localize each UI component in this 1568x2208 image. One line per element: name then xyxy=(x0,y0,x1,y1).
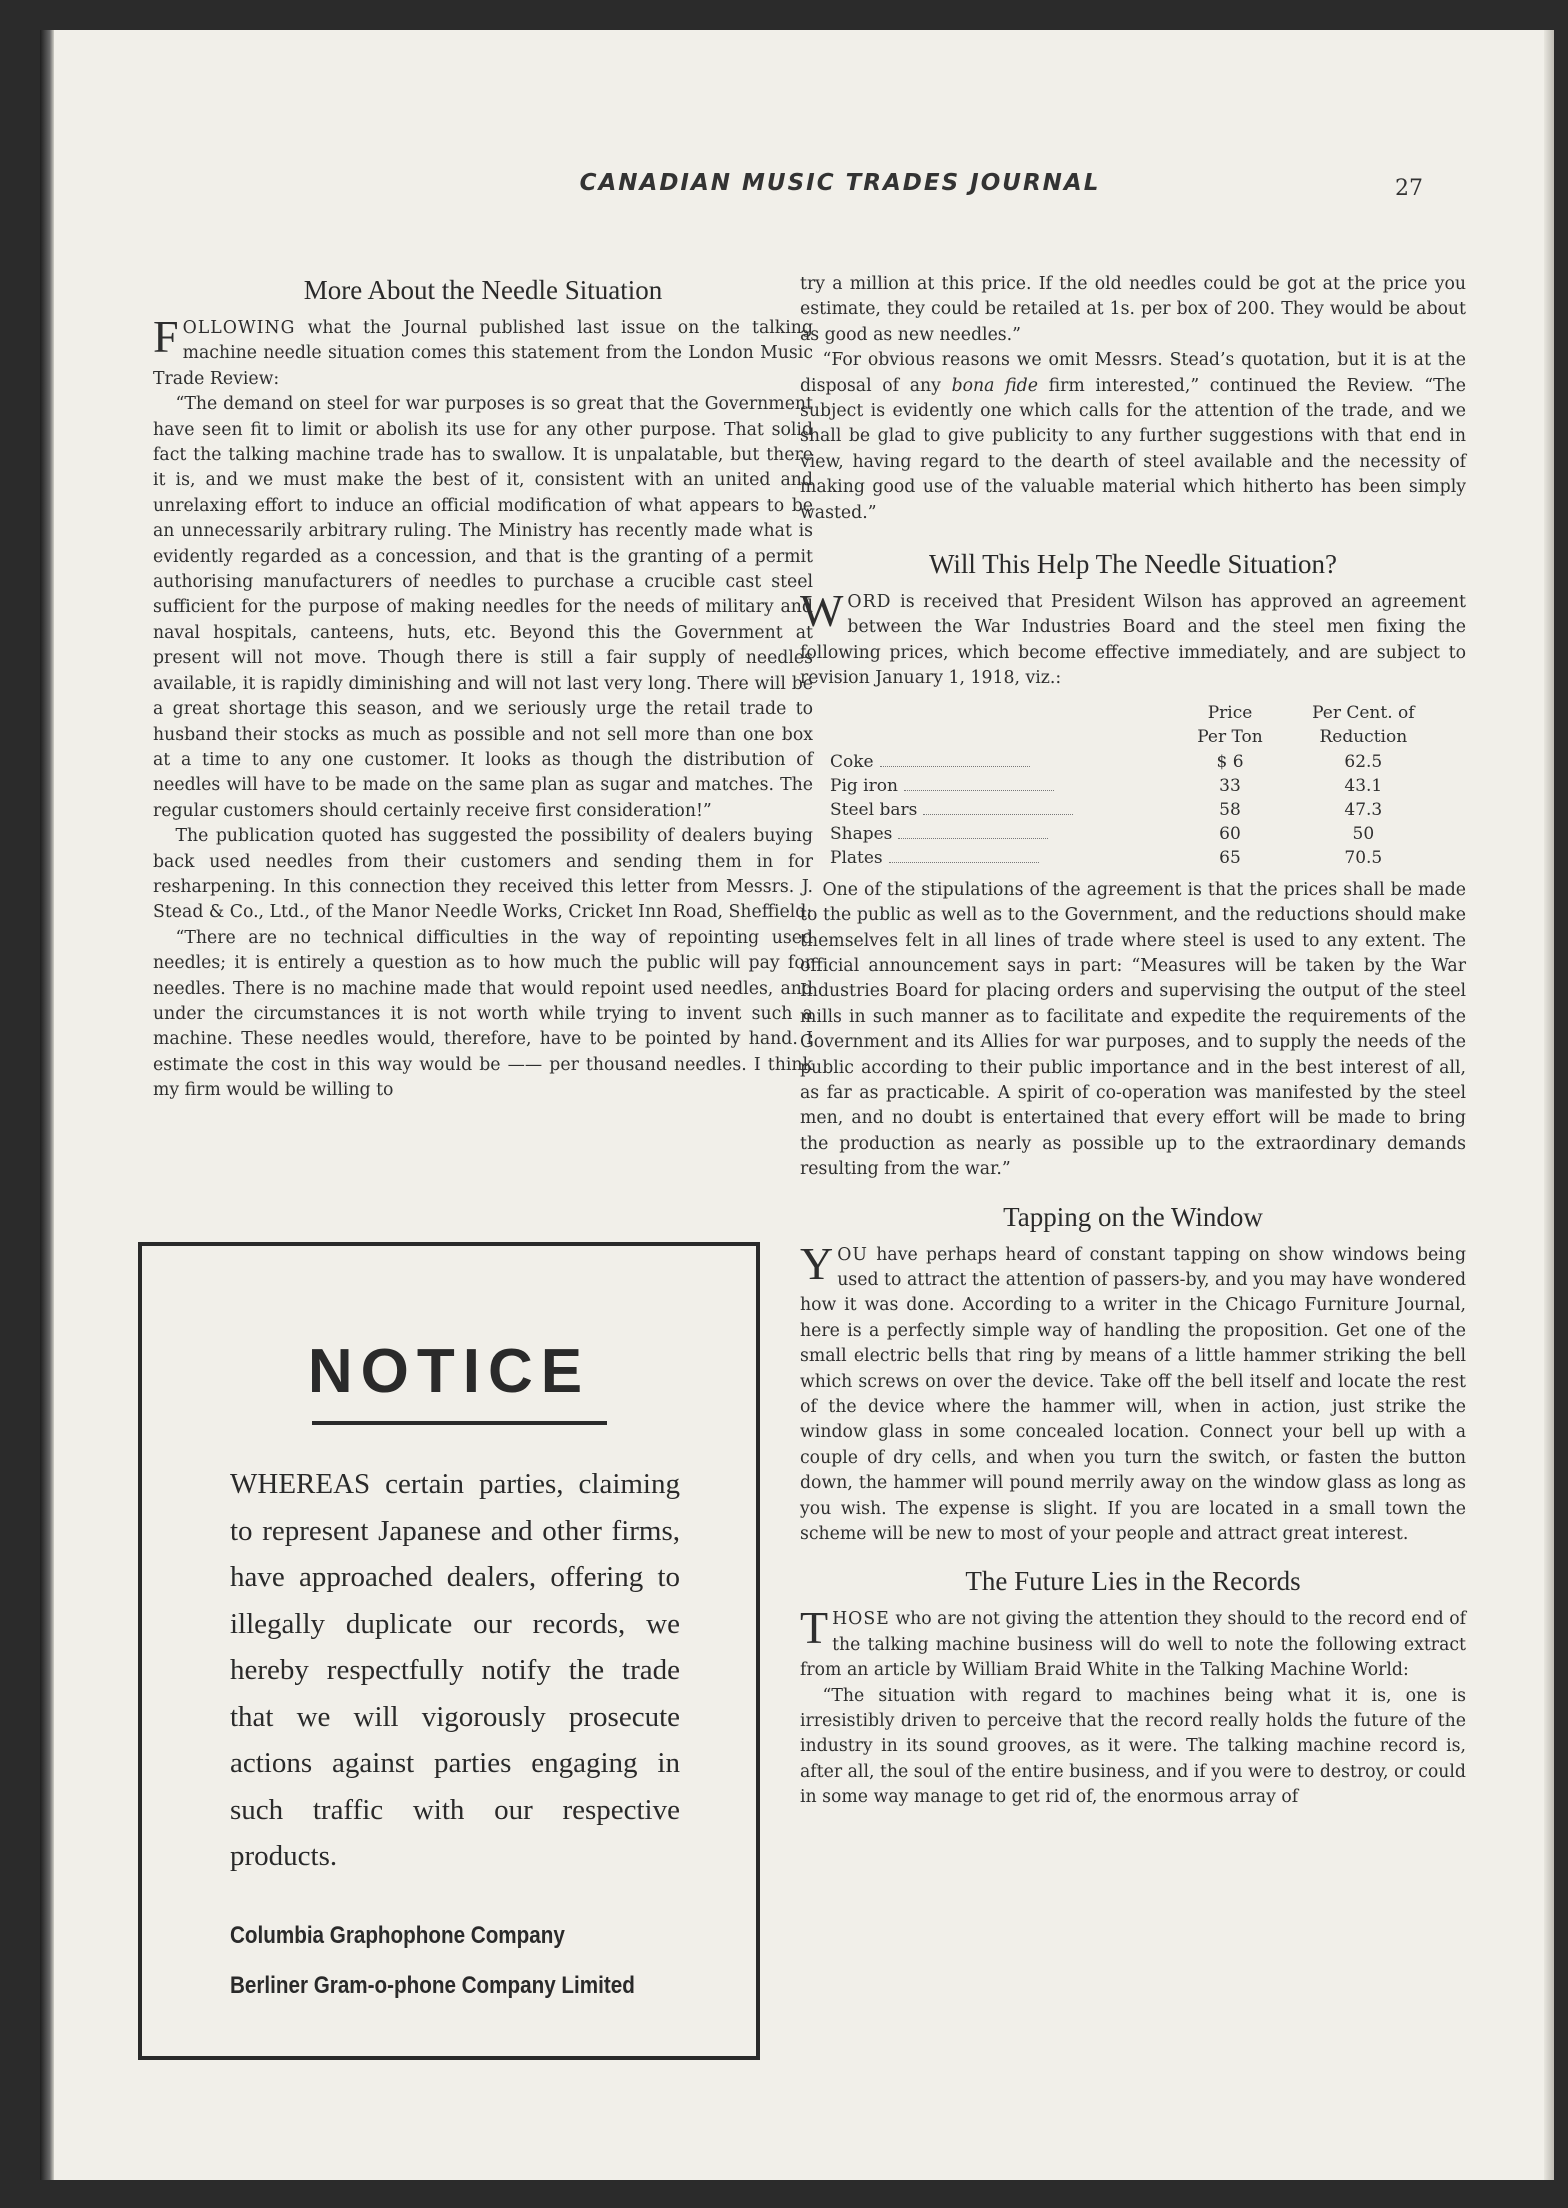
article-paragraph: One of the stipulations of the agreement is that the prices shall be made to the public as well as to the Government, and the reductions should make themselves felt in all lines of trade where steel is used to any extent. The official announcement says in part: “Measures will be taken by the War Industries Board for placing orders and supervising the output of the steel mills in such manner as to facilitate and expedite the requirements of the Government and its Allies for war purposes, and to supply the needs of the public according to their public importance and in the best interest of all, as far as practicable. A spirit of co-operation was manifested by the steel men, and no doubt is entertained that every effort will be made to bring the production as nearly as possible up to the extraordinary demands resulting from the war.” xyxy=(800,879,1466,1180)
table-row xyxy=(830,798,1430,822)
notice-body: WHEREAS certain parties, claiming to represent Japanese and other firms, have approached dealers, offering to illegally duplicate our records, we hereby respectfully notify the trade that we will vigorously prosecute actions against parties engaging in such traffic with our respective products. xyxy=(230,1468,680,1872)
paragraph-text: is received that President Wilson has approved an agreement between the War Industries Board and the steel men fixing the following prices, which become effective immediately, and are subject to revision January 1, 1918, viz.: xyxy=(800,592,1466,689)
table-row xyxy=(830,750,1430,774)
cell-text: Plates xyxy=(830,847,883,868)
notice-title: NOTICE xyxy=(307,1337,591,1406)
notice-underline xyxy=(312,1421,607,1425)
table-cell-item xyxy=(830,798,1163,822)
page-number: 27 xyxy=(1395,176,1423,201)
column-header-price xyxy=(1163,700,1296,750)
table-row xyxy=(830,774,1430,798)
table-cell-item xyxy=(830,846,1163,870)
table-row xyxy=(830,822,1430,846)
table-cell-price: $ 6 xyxy=(1216,751,1244,772)
table-cell-reduction: 70.5 xyxy=(1344,847,1383,868)
header-text: Per Cent. of xyxy=(1312,702,1415,723)
article-title-future-records: The Future Lies in the Records xyxy=(965,1566,1301,1597)
drop-cap: F xyxy=(153,311,179,362)
table-cell-item xyxy=(830,822,1163,846)
article-paragraph xyxy=(153,311,813,392)
article-paragraph: The publication quoted has suggested the possibility of dealers buying back used needles from their customers and sending them in for resharpening. In this connection they received this letter from Messrs. J. Stead & Co., Ltd., of the Manor Needle Works, Cricket Inn Road, Sheffield: xyxy=(153,826,813,923)
paragraph-text: who are not giving the attention they should to the record end of the talking machine business will do well to note the following extract from an article by William Braid White in the Talking Machine World: xyxy=(800,1609,1466,1681)
lead-word: ORD xyxy=(847,592,892,613)
drop-cap: W xyxy=(800,585,844,637)
table-cell-reduction: 50 xyxy=(1352,823,1375,844)
header-text: Price xyxy=(1207,702,1253,723)
lead-word: OU xyxy=(837,1244,868,1265)
article-paragraph: “The situation with regard to machines being what it is, one is irresistibly driven to perceive that the record really holds the future of the industry in its sound grooves, as it were. The talking machine record is, after all, the soul of the entire business, and if you were to destroy, or could in some way manage to get rid of, the enormous array of xyxy=(800,1685,1466,1808)
cell-text: Pig iron xyxy=(830,775,898,796)
table-row xyxy=(830,846,1430,870)
table-cell-reduction: 62.5 xyxy=(1344,751,1383,772)
paragraph-text: have perhaps heard of constant tapping on show windows being used to attract the attention of passers-by, and you may have wondered how it was done. According to a writer in the Chicago Furniture Journal, here is a perfectly simple way of handling the proposition. Get one of the small electric bells that ring by means of a little hammer striking the bell which screws on over the device. Take off the bell itself and locate the rest of the device where the hammer will, when in action, just strike the window glass in some concealed location. Connect your bell up with a couple of dry cells, and when you turn the switch, or fasten the button down, the hammer will pound merrily away on the window glass as long as you wish. The expense is slight. If you are located in a small town the scheme will be new to most of your people and attract great interest. xyxy=(800,1244,1466,1545)
notice-company-berliner: Berliner Gram-o-phone Company Limited xyxy=(230,1972,635,1999)
paragraph-text: what the Journal published last issue on the talking machine needle situation comes this statement from the London Music Trade Review: xyxy=(153,318,813,389)
running-header: CANADIAN MUSIC TRADES JOURNAL xyxy=(579,170,1101,196)
drop-cap: Y xyxy=(800,1237,834,1289)
cell-text: Coke xyxy=(830,751,874,772)
article-paragraph: “The demand on steel for war purposes is so great that the Government have seen fit to limit or abolish its use for any other purpose. That solid fact the talking machine trade has to swallow. It is unpalatable, but there it is, and we must make the best of it, consistent with an united and unrelaxing effort to induce an official modification of what appears to be an unnecessarily arbitrary ruling. The Ministry has recently made what is evidently regarded as a concession, and that is the granting of a permit authorising manufacturers of needles to purchase a crucible cast steel sufficient for the purpose of making needles for the needs of military and naval hospitals, canteens, huts, etc. Beyond this the Government at present will not move. Though there is still a fair supply of needles available, it is rapidly diminishing and will not last very long. There will be a great shortage this season, and we seriously urge the retail trade to husband their stocks as much as possible and not sell more than one box at a time to any one customer. It looks as though the distribution of needles will have to be made on the same plan as sugar and matches. The regular customers should certainly receive first consideration!” xyxy=(153,394,813,821)
article-paragraph xyxy=(800,348,1466,526)
table-header-row xyxy=(830,700,1430,750)
cell-text: Shapes xyxy=(830,823,893,844)
article-paragraph xyxy=(800,1237,1466,1548)
table-cell-item xyxy=(830,774,1163,798)
lead-word: HOSE xyxy=(832,1609,890,1630)
magazine-page xyxy=(40,30,1554,2180)
article-paragraph: “There are no technical difficulties in the way of repointing used needles; it is entirely a question as to how much the public will pay for needles. There is no machine made that would repoint used needles, and under the circumstances it is not worth while trying to invent such a machine. These needles would, therefore, have to be pointed by hand. I estimate the cost in this way would be —— per thousand needles. I think my firm would be willing to xyxy=(153,927,813,1101)
table-cell-price: 58 xyxy=(1219,799,1241,820)
page-edge-shadow xyxy=(1544,30,1554,2180)
header-text: Per Ton xyxy=(1197,726,1263,747)
header-text: Reduction xyxy=(1319,726,1408,747)
italic-text: bona fide xyxy=(951,375,1038,396)
drop-cap: T xyxy=(800,1602,829,1654)
article-paragraph: try a million at this price. If the old needles could be got at the price you estimate, they could be retailed at 1s. per box of 200. They would be about as good as new needles.” xyxy=(800,274,1466,345)
article-paragraph xyxy=(800,1602,1466,1683)
column-header-reduction xyxy=(1297,700,1430,750)
steel-price-table xyxy=(830,700,1430,870)
table-cell-price: 60 xyxy=(1219,823,1241,844)
lead-word: OLLOWING xyxy=(182,318,296,338)
table-cell-reduction: 43.1 xyxy=(1344,775,1383,796)
page-spine-shadow xyxy=(40,30,54,2180)
notice-advertisement xyxy=(138,1242,760,2060)
table-cell-item xyxy=(830,750,1163,774)
right-column xyxy=(800,272,1466,1811)
table-cell-price: 65 xyxy=(1219,847,1241,868)
article-title-will-this-help: Will This Help The Needle Situation? xyxy=(928,549,1338,580)
notice-company-columbia: Columbia Graphophone Company xyxy=(230,1922,565,1949)
article-title-needle-situation: More About the Needle Situation xyxy=(303,275,663,305)
left-column xyxy=(153,268,813,1104)
article-title-tapping-window: Tapping on the Window xyxy=(1003,1201,1263,1232)
table-cell-reduction: 47.3 xyxy=(1344,799,1383,820)
article-paragraph xyxy=(800,585,1466,692)
paragraph-text: “For obvious reasons we omit Messrs. Stead’s quotation, but it is at the disposal of any xyxy=(800,350,1466,396)
cell-text: Steel bars xyxy=(830,799,918,820)
paragraph-text: firm interested,” continued the Review. “The subject is evidently one which calls for the attention of the trade, and we shall be glad to give publicity to any further suggestions with that end in view, having regard to the dearth of steel available and the necessity of making good use of the valuable material which hitherto has been simply wasted.” xyxy=(800,375,1466,523)
table-cell-price: 33 xyxy=(1219,775,1241,796)
